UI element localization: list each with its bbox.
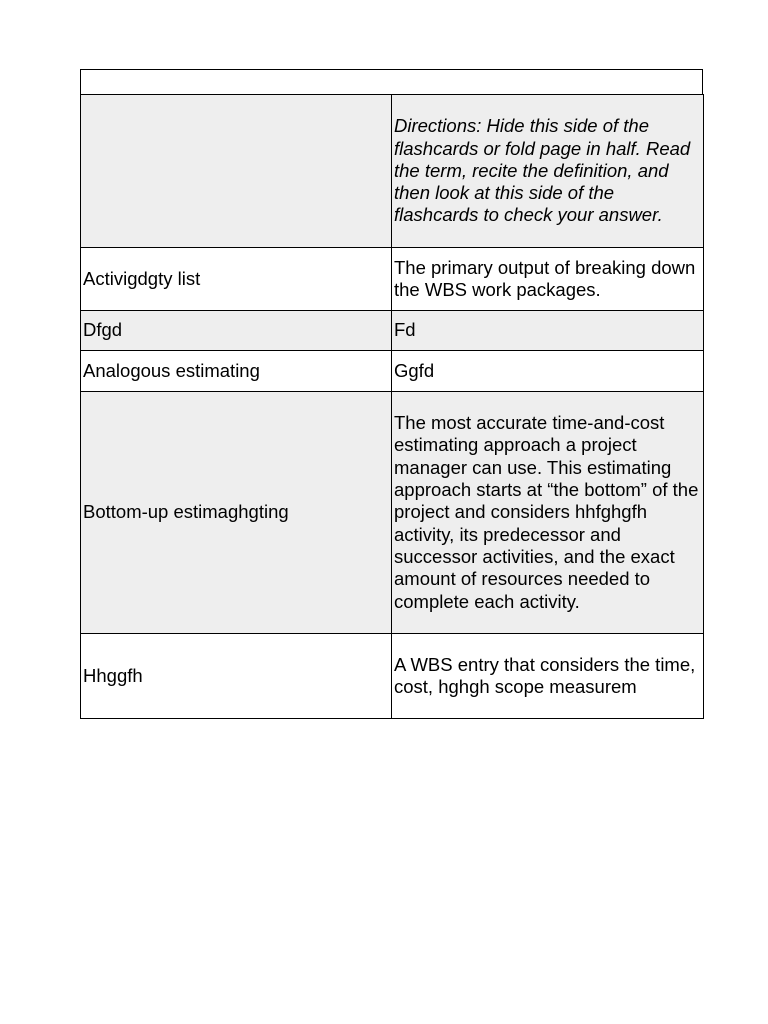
flashcard-term: Dfgd <box>81 311 392 351</box>
directions-blank-cell <box>81 95 392 248</box>
flashcard-row <box>81 634 704 719</box>
flashcard-table <box>80 94 704 719</box>
flashcard-sheet <box>80 69 703 719</box>
flashcard-definition: Ggfd <box>392 351 704 392</box>
flashcard-term: Activigdgty list <box>81 248 392 311</box>
directions-row <box>81 95 704 248</box>
flashcard-term: Analogous estimating <box>81 351 392 392</box>
flashcard-row <box>81 392 704 634</box>
directions-text: Directions: Hide this side of the flashcards or fold page in half. Read the term, recite the definition, and then look at this side of the flashcards to check your answer. <box>392 95 704 248</box>
flashcard-definition: A WBS entry that considers the time, cost, hghgh scope measurem <box>392 634 704 719</box>
flashcard-row <box>81 351 704 392</box>
flashcard-definition: The primary output of breaking down the WBS work packages. <box>392 248 704 311</box>
flashcard-definition: The most accurate time-and-cost estimating approach a project manager can use. This estimating approach starts at “the bottom” of the project and considers hhfghgfh activity, its predecessor and successor activities, and the exact amount of resources needed to complete each activity. <box>392 392 704 634</box>
flashcard-term: Bottom-up estimaghgting <box>81 392 392 634</box>
flashcard-row <box>81 248 704 311</box>
flashcard-row <box>81 311 704 351</box>
flashcard-definition: Fd <box>392 311 704 351</box>
flashcard-term: Hhggfh <box>81 634 392 719</box>
sheet-title-row <box>80 69 703 94</box>
